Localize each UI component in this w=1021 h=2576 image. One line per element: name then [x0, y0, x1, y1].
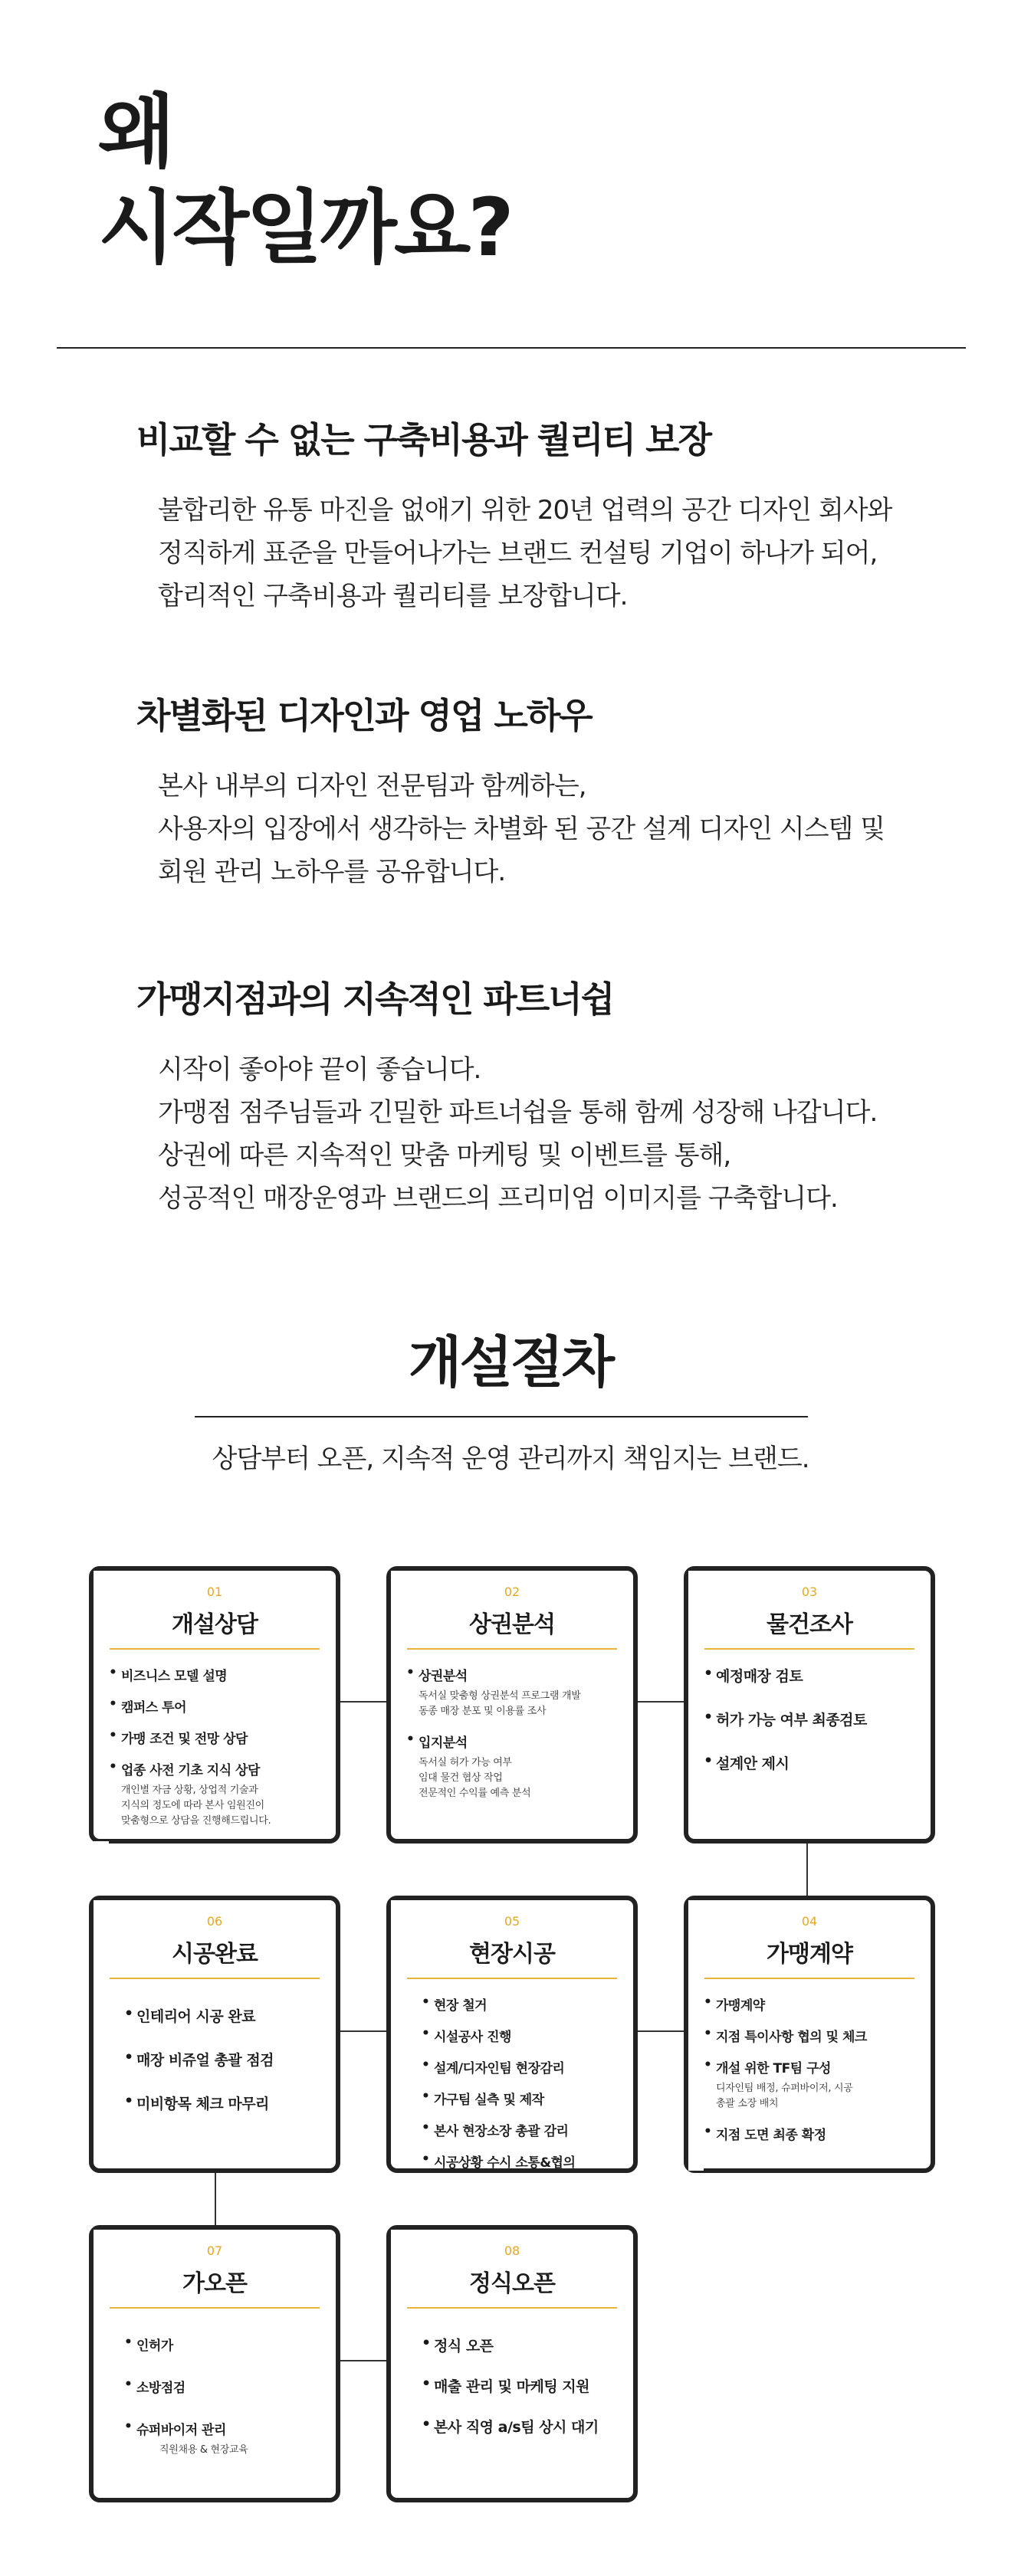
step-item: • 입지분석 독서실 허가 가능 여부 임대 물건 협상 작업 전문적인 수익률 예측 분석	[419, 1732, 616, 1801]
step-item: • 지점 특이사항 협의 및 체크	[716, 2026, 914, 2045]
section-line: 합리적인 구축비용과 퀄리티를 보장합니다.	[158, 581, 628, 611]
step-item: • 본사 직영 a/s팀 상시 대기	[434, 2416, 616, 2437]
section-body	[158, 489, 949, 618]
step-items	[391, 2309, 633, 2437]
benefit-section-design	[136, 688, 949, 893]
step-item: • 예정매장 검토	[716, 1665, 914, 1686]
step-item: • 허가 가능 여부 최종검토	[716, 1709, 914, 1729]
step-item: • 미비항목 체크 마무리	[136, 2093, 319, 2113]
flow-connector	[638, 1701, 685, 1703]
process-subtitle: 상담부터 오픈, 지속적 운영 관리까지 책임지는 브랜드.	[212, 1444, 809, 1474]
section-line: 본사 내부의 디자인 전문팀과 함께하는,	[158, 771, 586, 801]
step-item: • 인허가	[136, 2335, 319, 2354]
step-items	[391, 1650, 633, 1801]
step-items	[94, 1650, 336, 1829]
step-title: 가오픈	[182, 2270, 247, 2297]
step-item-note: 개인별 자금 상황, 상업적 기술과 지식의 정도에 따라 본사 임원진이 맞춤형으로 상담을 진행해드립니다.	[121, 1785, 271, 1827]
step-items	[391, 1979, 633, 2171]
hero-title	[98, 84, 511, 276]
section-line: 사용자의 입장에서 생각하는 차별화 된 공간 설계 디자인 시스템 및	[158, 814, 885, 844]
flow-connector	[340, 2360, 389, 2361]
step-item: • 본사 현장소장 총괄 감리	[434, 2120, 616, 2139]
step-items	[94, 1979, 336, 2113]
benefit-section-partnership	[136, 972, 949, 1220]
flow-connector	[215, 2168, 216, 2225]
step-number: 05	[504, 1914, 520, 1929]
step-item: • 업종 사전 기초 지식 상담 개인별 자금 상황, 상업적 기술과 지식의 정도에 따라 본사 임원진이 맞춤형으로 상담을 진행해드립니다.	[121, 1759, 319, 1829]
step-number: 06	[206, 1914, 223, 1929]
process-step-card	[89, 1896, 340, 2173]
hero-title-line-2: 시작일까요?	[98, 180, 511, 274]
step-number: 03	[801, 1585, 818, 1599]
section-line: 불합리한 유통 마진을 없애기 위한 20년 업력의 공간 디자인 회사와	[158, 495, 892, 526]
step-items	[688, 1650, 931, 1773]
section-body	[158, 1048, 949, 1220]
step-title: 정식오픈	[469, 2270, 555, 2297]
step-items	[688, 1979, 931, 2143]
flow-connector	[806, 1839, 808, 1896]
flow-connector	[340, 1701, 389, 1703]
hero-divider	[57, 347, 966, 349]
process-step-card	[386, 1896, 638, 2173]
step-item: • 가맹계약	[716, 1994, 914, 2014]
step-title: 가맹계약	[767, 1941, 852, 1968]
step-item: • 현장 철거	[434, 1994, 616, 2014]
step-number: 07	[206, 2243, 223, 2258]
step-item: • 지점 도면 최종 확정	[716, 2124, 914, 2143]
hero-title-line-1: 왜	[98, 85, 172, 179]
step-item: • 캠퍼스 투어	[121, 1696, 319, 1716]
process-divider	[195, 1416, 808, 1417]
step-item-note: 독서실 맞춤형 상권분석 프로그램 개발 동종 매장 분포 및 이용률 조사	[419, 1690, 581, 1717]
step-title: 현장시공	[469, 1941, 555, 1968]
flow-connector	[340, 2030, 389, 2032]
step-item: • 상권분석 독서실 맞춤형 상권분석 프로그램 개발 동종 매장 분포 및 이용률 조사	[419, 1665, 616, 1719]
step-number: 02	[504, 1585, 520, 1599]
step-title: 개설상담	[172, 1611, 258, 1638]
step-number: 08	[504, 2243, 520, 2258]
process-step-card	[386, 1566, 638, 1844]
step-item-note: 독서실 허가 가능 여부 임대 물건 협상 작업 전문적인 수익률 예측 분석	[419, 1757, 531, 1799]
step-item: • 정식 오픈	[434, 2335, 616, 2355]
section-line: 시작이 좋아야 끝이 좋습니다.	[158, 1054, 481, 1085]
step-item: • 가맹 조건 및 전망 상담	[121, 1728, 319, 1747]
process-step-card	[386, 2225, 638, 2502]
process-step-card	[684, 1896, 935, 2173]
step-number: 04	[801, 1914, 818, 1929]
process-step-card	[684, 1566, 935, 1844]
step-item: • 비즈니스 모델 설명	[121, 1665, 319, 1684]
step-item: • 가구팀 실측 및 제작	[434, 2089, 616, 2108]
process-step-card	[89, 1566, 340, 1844]
step-item: • 매장 비쥬얼 총괄 점검	[136, 2049, 319, 2070]
step-item-note: 디자인팀 배정, 슈퍼바이저, 시공 총괄 소장 배치	[716, 2083, 853, 2109]
step-title: 물건조사	[767, 1611, 852, 1638]
step-item: • 시공상황 수시 소통&협의	[434, 2152, 616, 2171]
step-item: • 매출 관리 및 마케팅 지원	[434, 2375, 616, 2396]
step-item: • 소방점검	[136, 2377, 319, 2396]
section-title: 비교할 수 없는 구축비용과 퀄리티 보장	[136, 419, 711, 460]
step-item-note: 직원채용 & 현장교육	[159, 2444, 248, 2456]
step-item: • 설계/디자인팀 현장감리	[434, 2057, 616, 2076]
step-item: • 설계안 제시	[716, 1752, 914, 1773]
section-line: 정직하게 표준을 만들어나가는 브랜드 컨설팅 기업이 하나가 되어,	[158, 538, 878, 569]
step-item: • 개설 위한 TF팀 구성 디자인팀 배정, 슈퍼바이저, 시공 총괄 소장 배치	[716, 2057, 914, 2112]
step-number: 01	[206, 1585, 223, 1599]
section-title: 가맹지점과의 지속적인 파트너쉽	[136, 978, 614, 1020]
step-item: • 인테리어 시공 완료	[136, 2005, 319, 2026]
step-items	[94, 2309, 336, 2458]
section-line: 성공적인 매장운영과 브랜드의 프리미엄 이미지를 구축합니다.	[158, 1183, 838, 1214]
step-item: • 시설공사 진행	[434, 2026, 616, 2045]
section-line: 회원 관리 노하우를 공유합니다.	[158, 857, 506, 887]
section-body	[158, 765, 949, 893]
step-item: • 슈퍼바이저 관리 직원채용 & 현장교육	[136, 2419, 319, 2458]
step-title: 시공완료	[172, 1941, 258, 1968]
benefit-section-cost	[136, 412, 949, 618]
section-line: 상권에 따른 지속적인 맞춤 마케팅 및 이벤트를 통해,	[158, 1140, 731, 1171]
process-step-card	[89, 2225, 340, 2502]
flow-connector	[638, 2030, 685, 2032]
section-title: 차별화된 디자인과 영업 노하우	[136, 695, 592, 736]
section-line: 가맹점 점주님들과 긴밀한 파트너쉽을 통해 함께 성장해 나갑니다.	[158, 1097, 878, 1128]
process-title: 개설절차	[408, 1330, 613, 1395]
step-title: 상권분석	[469, 1611, 555, 1638]
